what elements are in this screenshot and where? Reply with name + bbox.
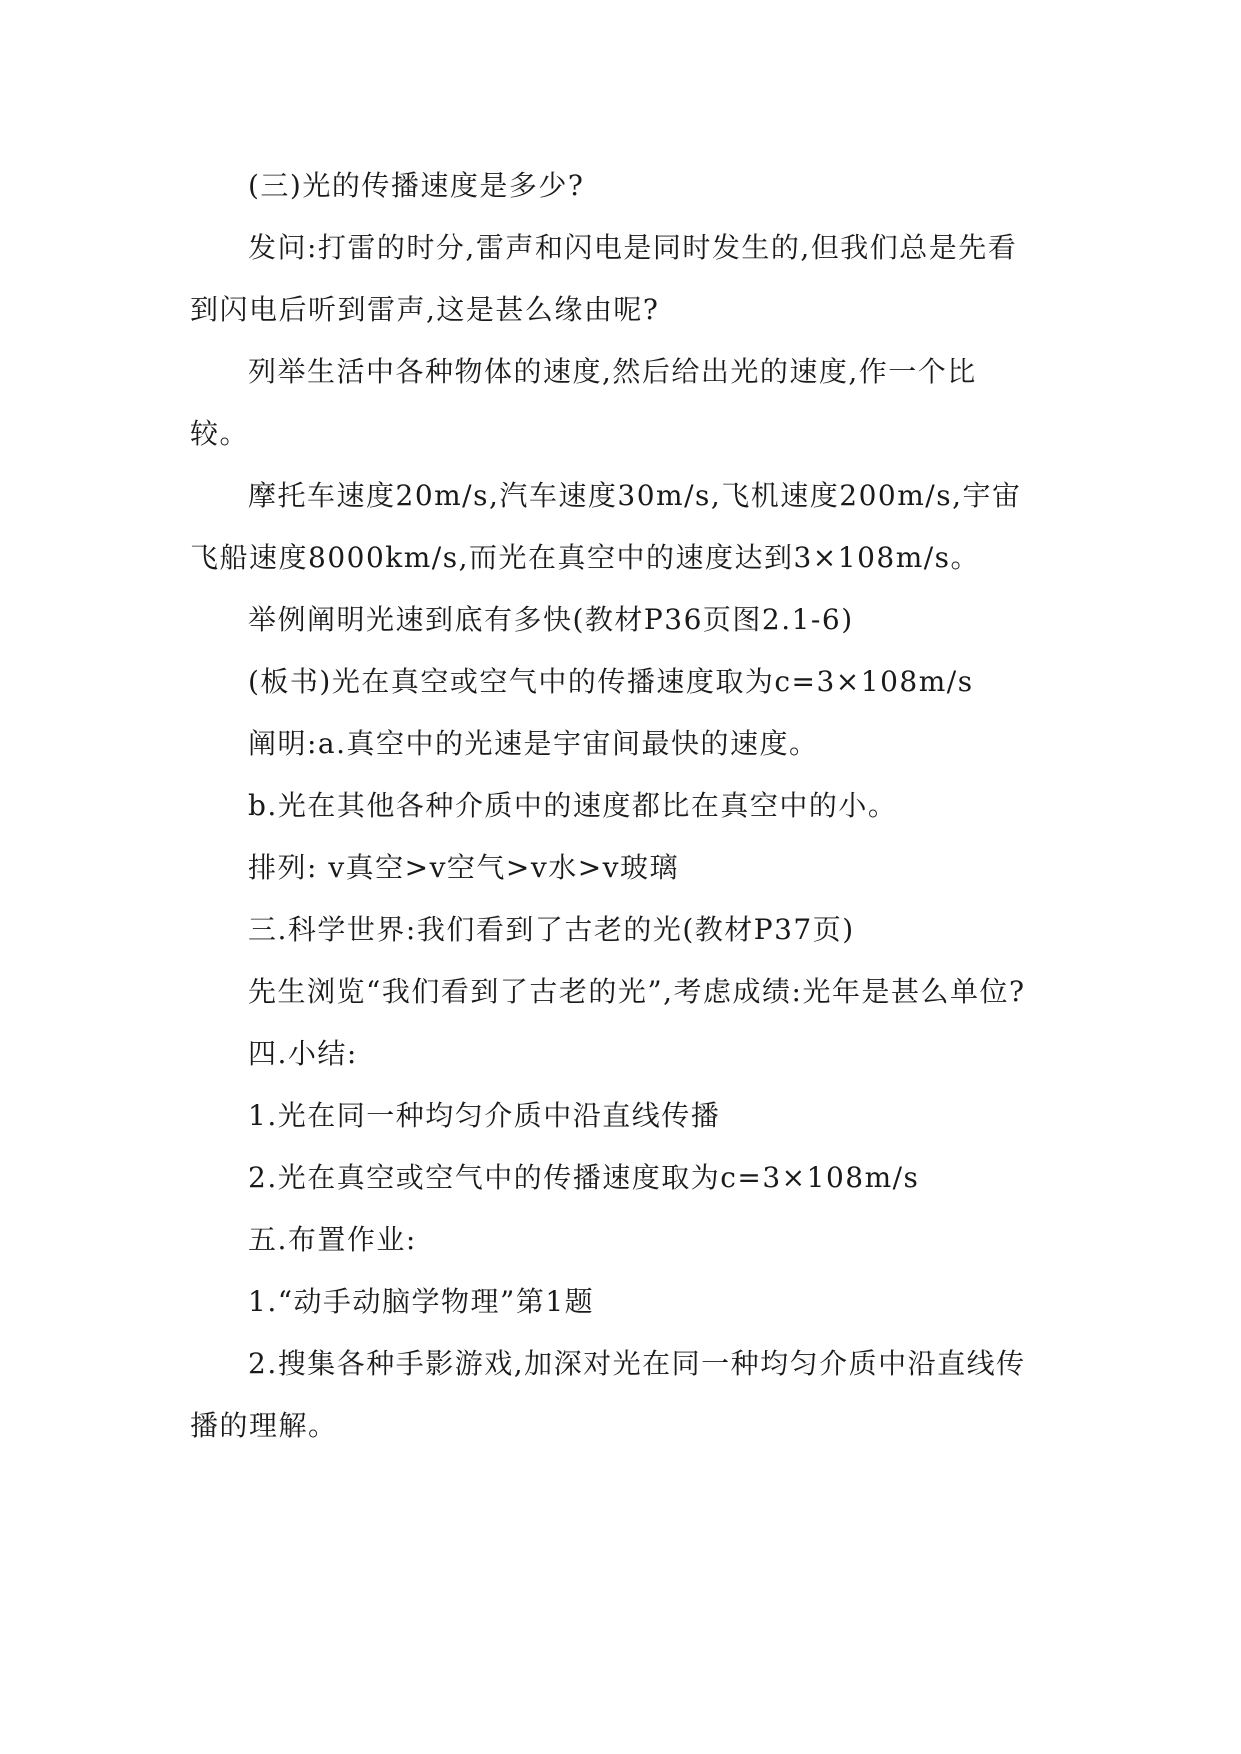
document-page xyxy=(190,155,1028,1457)
section-heading-summary: 四.小结: xyxy=(248,1037,358,1070)
homework-item-2: 2.搜集各种手影游戏,加深对光在同一种均匀介质中沿直线传播的理解。 xyxy=(190,1347,1026,1442)
paragraph-ordering: 排列: v真空>v空气>v水>v玻璃 xyxy=(248,851,679,884)
section-heading-homework: 五.布置作业: xyxy=(248,1223,417,1256)
summary-item-1: 1.光在同一种均匀介质中沿直线传播 xyxy=(248,1099,721,1132)
paragraph-reading-question: 先生浏览“我们看到了古老的光”,考虑成绩:光年是甚么单位? xyxy=(248,975,1026,1008)
homework-item-1: 1.“动手动脑学物理”第1题 xyxy=(248,1285,595,1318)
paragraph-board-writing: (板书)光在真空或空气中的传播速度取为c=3×108m/s xyxy=(248,665,974,698)
paragraph-explanation-a: 阐明:a.真空中的光速是宇宙间最快的速度。 xyxy=(248,727,819,760)
paragraph-question: 发问:打雷的时分,雷声和闪电是同时发生的,但我们总是先看到闪电后听到雷声,这是甚么缘由呢? xyxy=(190,231,1018,326)
paragraph-compare-speeds: 列举生活中各种物体的速度,然后给出光的速度,作一个比较。 xyxy=(190,355,977,450)
summary-item-2: 2.光在真空或空气中的传播速度取为c=3×108m/s xyxy=(248,1161,920,1194)
paragraph-textbook-example: 举例阐明光速到底有多快(教材P36页图2.1-6) xyxy=(248,603,854,636)
paragraph-explanation-b: b.光在其他各种介质中的速度都比在真空中的小。 xyxy=(248,789,898,822)
section-heading-light-speed: (三)光的传播速度是多少? xyxy=(248,169,585,202)
section-heading-science-world: 三.科学世界:我们看到了古老的光(教材P37页) xyxy=(248,913,855,946)
paragraph-speed-examples: 摩托车速度20m/s,汽车速度30m/s,飞机速度200m/s,宇宙飞船速度8000km/s,而光在真空中的速度达到3×108m/s。 xyxy=(190,479,1022,574)
